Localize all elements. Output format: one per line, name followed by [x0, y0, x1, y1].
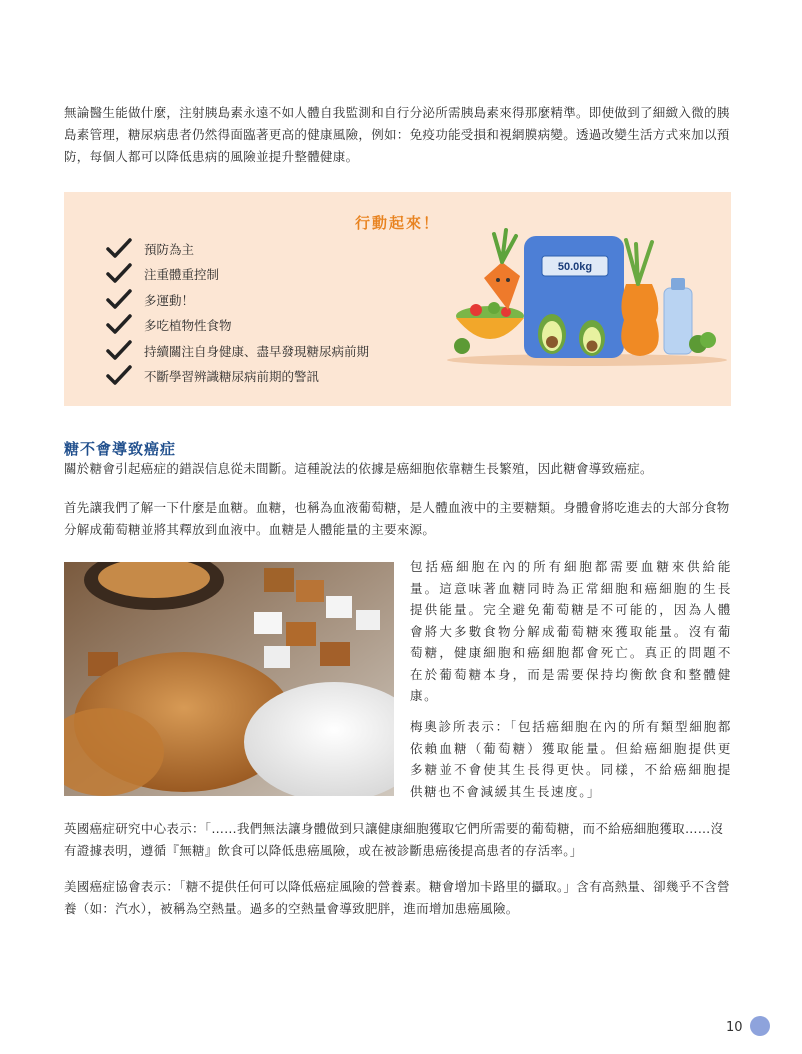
scale-reading: 50.0kg — [557, 261, 593, 273]
body-paragraph: 首先讓我們了解一下什麼是血糖。血糖，也稱為血液葡萄糖，是人體血液中的主要糖類。身體會將吃進去的大部分食物分解成葡萄糖並將其釋放到血液中。血糖是人體能量的主要來源。 — [64, 500, 730, 537]
checklist-item-label: 持續關注自身健康、盡早發現糖尿病前期 — [144, 343, 370, 359]
body-paragraph: 關於糖會引起癌症的錯誤信息從未間斷。這種說法的依據是癌細胞依靠糖生長繁殖，因此糖會導致癌症。 — [64, 461, 653, 476]
check-icon — [106, 365, 132, 387]
check-icon — [106, 340, 132, 362]
check-icon — [106, 314, 132, 336]
body-paragraph: 包括癌細胞在內的所有細胞都需要血糖來供給能量。這意味著血糖同時為正常細胞和癌細胞的生長提供能量。完全避免葡萄糖是不可能的，因為人體會將大多數食物分解成葡萄糖來獲取能量。沒有葡萄糖，健康細胞和癌細胞都會死亡。真正的問題不在於葡萄糖本身，而是需要保持均衡飲食和整體健康。 — [410, 559, 732, 703]
checklist-item — [106, 287, 369, 313]
body-paragraph: 梅奧診所表示：「包括癌細胞在內的所有類型細胞都依賴血糖（葡萄糖）獲取能量。但給癌細胞提供更多糖並不會使其生長得更快。同樣，不給癌細胞提供糖也不會減緩其生長速度。」 — [410, 719, 732, 799]
checklist-item — [106, 338, 369, 364]
checklist-item — [106, 236, 369, 262]
page-number: 10 — [726, 1020, 743, 1035]
action-box — [64, 192, 731, 406]
checklist-item — [106, 313, 369, 339]
sugar-photo — [64, 562, 394, 796]
page-dot-icon — [750, 1016, 770, 1036]
section-heading: 糖不會導致癌症 — [64, 440, 177, 458]
action-box-title: 行動起來！ — [354, 214, 440, 232]
checklist-item-label: 多運動！ — [144, 292, 195, 308]
checklist-item-label: 預防為主 — [144, 241, 195, 257]
check-icon — [106, 238, 132, 260]
checklist-item — [106, 364, 369, 390]
intro-paragraph: 無論醫生能做什麼，注射胰島素永遠不如人體自我監測和自行分泌所需胰島素來得那麼精準。即使做到了細緻入微的胰島素管理，糖尿病患者仍然得面臨著更高的健康風險，例如：免疫功能受損和視網膜病變。透過改變生活方式來加以預防，每個人都可以降低患病的風險並提升整體健康。 — [64, 105, 730, 164]
checklist-item-label: 多吃植物性食物 — [144, 318, 232, 334]
checklist-item-label: 注重體重控制 — [144, 267, 220, 283]
vegetables-scale-illustration — [442, 222, 732, 372]
body-paragraph: 英國癌症研究中心表示：「……我們無法讓身體做到只讓健康細胞獲取它們所需要的葡萄糖，而不給癌細胞獲取……沒有證據表明，遵循『無糖』飲食可以降低患癌風險，或在被診斷患癌後提高患者的存活率。」 — [64, 821, 724, 858]
check-icon — [106, 289, 132, 311]
checklist-item — [106, 262, 369, 288]
check-icon — [106, 263, 132, 285]
body-paragraph: 美國癌症協會表示：「糖不提供任何可以降低癌症風險的營養素。糖會增加卡路里的攝取。」含有高熱量、卻幾乎不含營養（如：汽水），被稱為空熱量。過多的空熱量會導致肥胖，進而增加患癌風險。 — [64, 879, 730, 916]
checklist-item-label: 不斷學習辨識糖尿病前期的警訊 — [144, 369, 320, 385]
action-checklist — [106, 236, 369, 389]
